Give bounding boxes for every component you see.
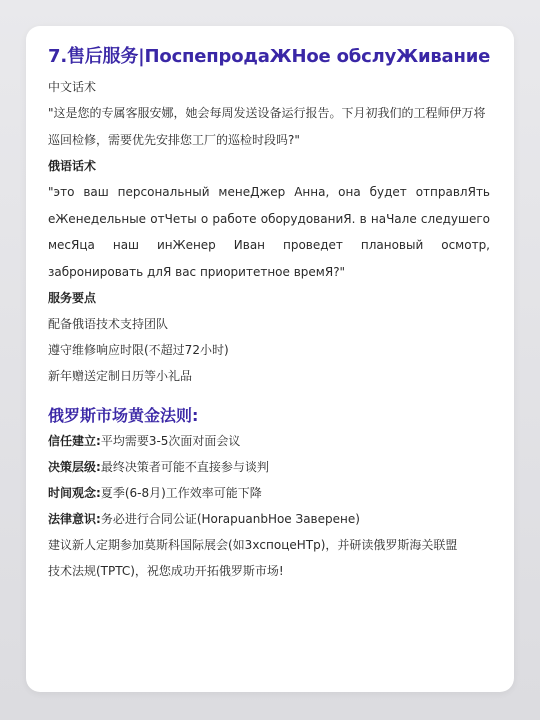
service-point: 遵守维修响应时限(不超过72小时) xyxy=(48,343,229,357)
russian-script-line: месЯца наш инЖенер Иван проведет плановый осмотр, xyxy=(48,238,490,252)
golden-rule xyxy=(48,454,490,480)
content-card xyxy=(26,26,514,692)
golden-rule xyxy=(48,428,490,454)
golden-rule xyxy=(48,480,490,506)
golden-rule-text: 夏季(6-8月)工作效率可能下降 xyxy=(100,486,262,500)
golden-rule-label: 法律意识: xyxy=(48,512,101,526)
russian-script-line: "это ваш персональный менеДжер Анна, она будет отправлЯть xyxy=(48,185,490,199)
golden-rule xyxy=(48,506,490,532)
golden-rule-label: 时间观念: xyxy=(48,486,101,500)
closing-advice-line: 技术法规(TPTC)，祝您成功开拓俄罗斯市场! xyxy=(48,564,284,578)
golden-rule-text: 最终决策者可能不直接参与谈判 xyxy=(100,460,269,474)
golden-rule-label: 信任建立: xyxy=(48,434,101,448)
golden-rule-label: 决策层级: xyxy=(48,460,101,474)
chinese-script-text: "这是您的专属客服安娜，她会每周发送设备运行报告。下月初我们的工程师伊万将巡回检修，需要优先安排您工厂的巡检时段吗?" xyxy=(48,106,486,147)
russian-script-line: забронировать длЯ вас приоритетное времЯ?" xyxy=(48,264,346,279)
golden-rule-text: 平均需要3-5次面对面会议 xyxy=(100,434,241,448)
chinese-script-label: 中文话术 xyxy=(48,80,97,94)
russian-script-label: 俄语话术 xyxy=(48,159,97,173)
service-point: 新年赠送定制日历等小礼品 xyxy=(48,369,193,383)
section-title: 7.售后服务|ПоспепродаЖНое обслуЖивание xyxy=(48,46,491,67)
closing-advice-line: 建议新人定期参加莫斯科国际展会(如3хспоцеНТр)，并研读俄罗斯海关联盟 xyxy=(48,538,458,552)
golden-rules-title: 俄罗斯市场黄金法则: xyxy=(48,406,199,425)
golden-rule-text: 务必进行合同公证(HorapuanbHoe Заверене) xyxy=(100,512,360,526)
service-point: 配备俄语技术支持团队 xyxy=(48,317,169,331)
russian-script-line: еЖенедельные отЧеты о работе оборудованиЯ. в наЧале следушего xyxy=(48,211,490,226)
service-points-label: 服务要点 xyxy=(48,291,97,305)
